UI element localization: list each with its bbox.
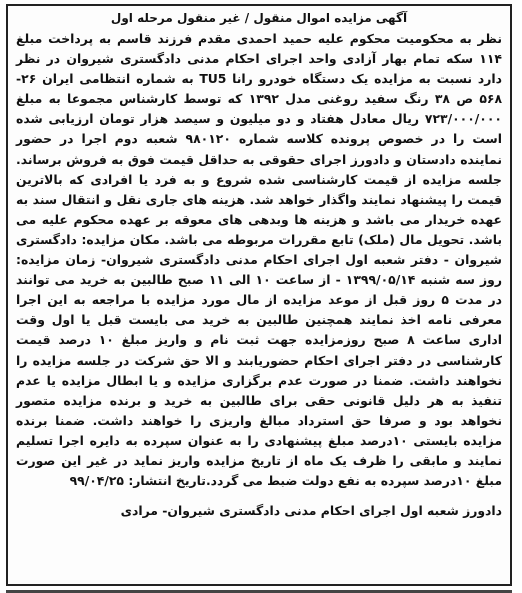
auction-notice bbox=[6, 4, 512, 586]
notice-body: نظر به محکومیت محکوم علیه حمید احمدی مقدم فرزند قاسم به پرداخت مبلغ ۱۱۴ سکه تمام بهار آزادی واحد اجرای احکام مدنی دادگستری شیروان در نظر دارد نسبت به مزایده یک دستگاه خودرو رانا TU5 به شماره انتظامی ایران ۲۶- ۵۶۸ ص ۳۸ رنگ سفید روغنی مدل ۱۳۹۲ که توسط کارشناس مجموعا به مبلغ ۷۲۳/۰۰۰/۰۰۰ ریال معادل هفتاد و دو میلیون و سیصد هزار تومان ارزیابی شده است را در خصوص پرونده کلاسه شماره ۹۸۰۱۲۰ شعبه دوم اجرا در حضور نماینده دادستان و دادورز اجرای حقوقی به حداقل قیمت فوق به فروش برساند. جلسه مزایده از قیمت کارشناسی شده شروع و به فرد یا افرادی که بالاترین قیمت را پیشنهاد نمایند واگذار خواهد شد. هزینه های جاری نقل و انتقال سند به عهده خریدار می باشد و هزینه ها وبدهی های معوقه بر عهده محکوم علیه می باشد. تحویل مال (ملک) تابع مقررات مربوطه می باشد. مکان مزایده: دادگستری شیروان - دفتر شعبه اول اجرای احکام مدنی دادگستری شیروان- زمان مزایده: روز سه شنبه ۱۳۹۹/۰۵/۱۴ - از ساعت ۱۰ الی ۱۱ صبح طالبین به خرید می توانند در مدت ۵ روز قبل از موعد مزایده از مال مورد مزایده با مراجعه به این اجرا معرفی نامه اخذ نمایند همچنین طالبین به خرید می بایست قبل یا اول وقت اداری ساعت ۸ صبح روزمزایده جهت ثبت نام و واریز مبلغ ۱۰ درصد قیمت کارشناسی در دفتر اجرای احکام حضوریابند و الا حق شرکت در جلسه مزایده را نخواهند داشت. ضمنا در صورت عدم برگزاری مزایده و یا ابطال مزایده یا عدم تنفیذ به هر دلیل قانونی حقی برای طالبین به خرید و برنده مزایده متصور نخواهد بود و صرفا حق استرداد مبالغ واریزی را خواهند داشت. ضمنا برنده مزایده بایستی ۱۰درصد مبلغ پیشنهادی را به عنوان سپرده به دایره اجرا تسلیم نمایند و مابقی را ظرف یک ماه از تاریخ مزایده واریز نماید در غیر این صورت مبلغ ۱۰درصد سپرده به نفع دولت ضبط می گردد.تاریخ انتشار: ۹۹/۰۴/۲۵ bbox=[16, 31, 503, 489]
notice-title: آگهی مزایده اموال منقول / غیر منقول مرحله اول bbox=[110, 11, 408, 25]
notice-signature: دادورز شعبه اول اجرای احکام مدنی دادگستری شیروان- مرادی bbox=[120, 503, 502, 519]
